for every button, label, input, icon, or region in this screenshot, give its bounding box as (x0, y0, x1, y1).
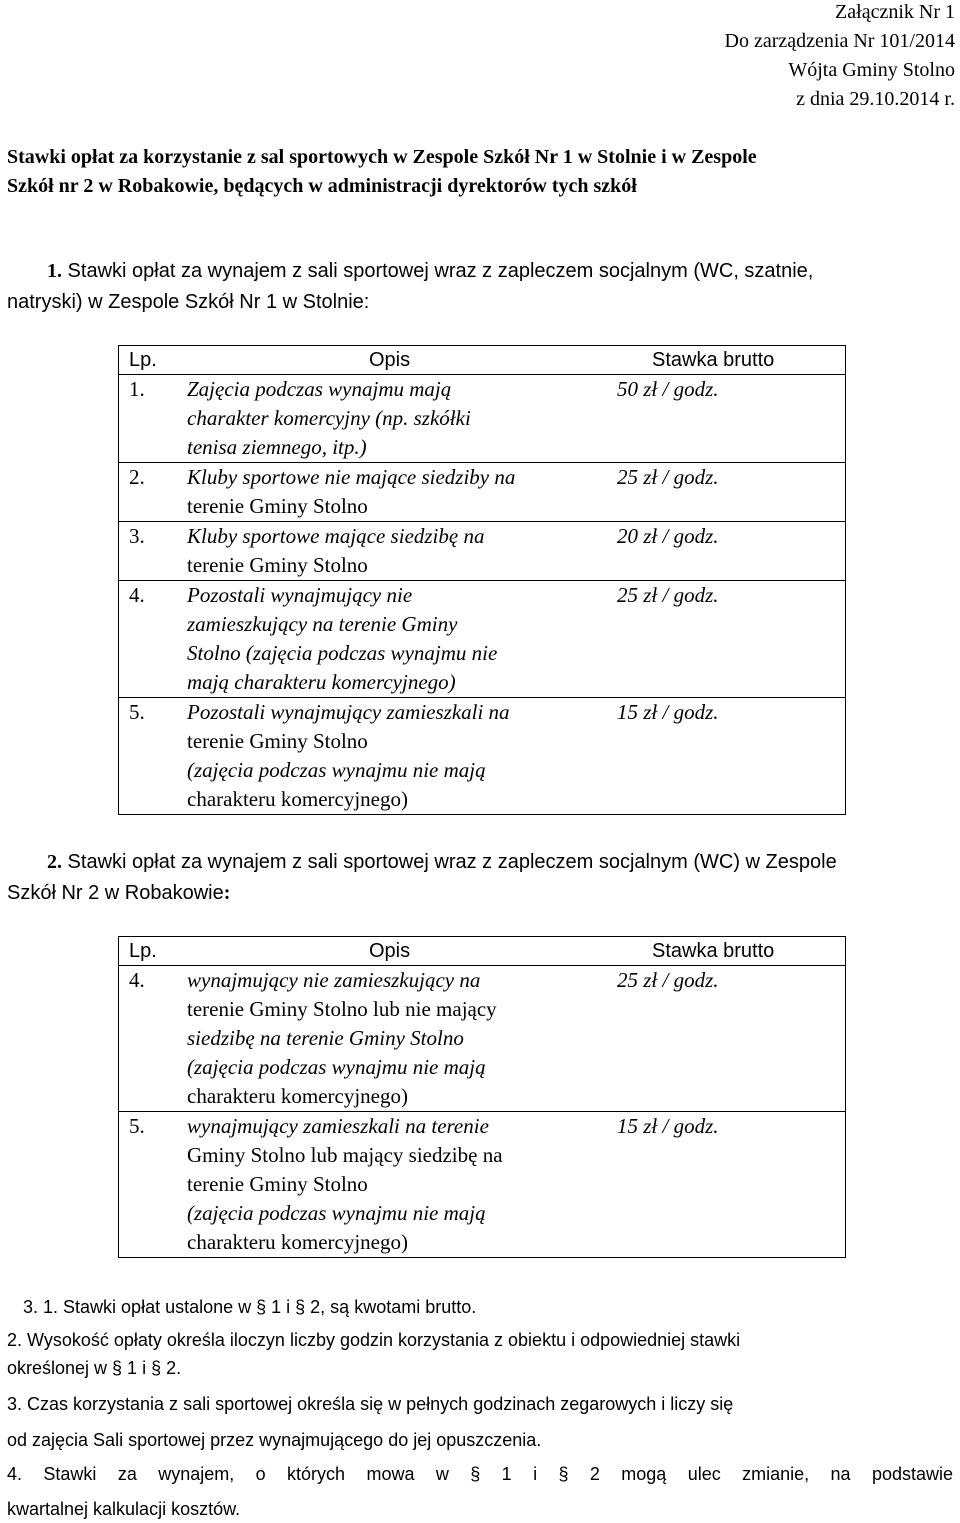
rates-table-school-1 (118, 345, 846, 815)
section-2-heading-line-1: 2. Stawki opłat za wynajem z sali sportowej wraz z zapleczem socjalnym (WC) w Zespole (47, 851, 837, 873)
table-header-row (119, 346, 845, 374)
header-lp: Lp. (129, 349, 157, 371)
note-4-line-1: 4. Stawki za wynajem, o których mowa w § 1 i § 2 mogą ulec zmianie, na podstawie (7, 1464, 953, 1484)
header-opis: Opis (369, 940, 411, 962)
document-title-line-1: Stawki opłat za korzystanie z sal sportowych w Zespole Szkół Nr 1 w Stolnie i w Zespole (7, 146, 757, 168)
section-1-heading-line-1: 1. Stawki opłat za wynajem z sali sportowej wraz z zapleczem socjalnym (WC, szatnie, (47, 260, 814, 282)
note-2-line-1: 2. Wysokość opłaty określa iloczyn liczby godzin korzystania z obiektu i odpowiedniej stawki (7, 1330, 741, 1350)
annex-number: Załącznik Nr 1 (835, 1, 955, 23)
table-row: 4. Pozostali wynajmujący nie zamieszkujący na terenie Gminy Stolno (zajęcia podczas wynajmu nie mają charakteru komercyjnego) 25 zł / godz. (119, 580, 845, 697)
note-3-1: 3. 1. Stawki opłat ustalone w § 1 i § 2, są kwotami brutto. (23, 1297, 477, 1317)
document-title-line-2: Szkół nr 2 w Robakowie, będących w administracji dyrektorów tych szkół (7, 175, 637, 197)
ordinance-reference: Do zarządzenia Nr 101/2014 (724, 30, 955, 52)
section-2-heading-line-2: Szkół Nr 2 w Robakowie: (7, 882, 231, 904)
issuer: Wójta Gminy Stolno (788, 59, 955, 81)
table-row: 2. Kluby sportowe nie mające siedziby na terenie Gminy Stolno 25 zł / godz. (119, 462, 845, 521)
header-lp: Lp. (129, 940, 157, 962)
rates-table-school-2 (118, 936, 846, 1258)
section-2-number: 2. (47, 851, 62, 873)
note-3-line-2: od zajęcia Sali sportowej przez wynajmującego do jej opuszczenia. (7, 1430, 542, 1450)
table-row: 3. Kluby sportowe mające siedzibę na terenie Gminy Stolno 20 zł / godz. (119, 521, 845, 580)
header-stawka: Stawka brutto (652, 349, 775, 371)
table-row: 5. Pozostali wynajmujący zamieszkali na terenie Gminy Stolno (zajęcia podczas wynajmu nie mają charakteru komercyjnego) 15 zł / godz. (119, 697, 845, 814)
table-row: 4. wynajmujący nie zamieszkujący na terenie Gminy Stolno lub nie mający siedzibę na terenie Gminy Stolno (zajęcia podczas wynajmu nie mają charakteru komercyjnego) 25 zł / godz. (119, 965, 845, 1111)
section-1-heading-line-2: natryski) w Zespole Szkół Nr 1 w Stolnie: (7, 291, 370, 313)
header-stawka: Stawka brutto (652, 940, 775, 962)
note-2-line-2: określonej w § 1 i § 2. (7, 1358, 182, 1378)
section-1-number: 1. (47, 260, 62, 282)
ordinance-date: z dnia 29.10.2014 r. (796, 88, 955, 110)
note-4-line-2: kwartalnej kalkulacji kosztów. (7, 1499, 241, 1519)
note-3-line-1: 3. Czas korzystania z sali sportowej określa się w pełnych godzinach zegarowych i liczy się (7, 1394, 734, 1414)
table-header-row (119, 937, 845, 965)
table-row: 1. Zajęcia podczas wynajmu mają charakter komercyjny (np. szkółki tenisa ziemnego, itp.) 50 zł / godz. (119, 374, 845, 462)
header-opis: Opis (369, 349, 411, 371)
table-row: 5. wynajmujący zamieszkali na terenie Gminy Stolno lub mający siedzibę na terenie Gminy Stolno (zajęcia podczas wynajmu nie mają charakteru komercyjnego) 15 zł / godz. (119, 1111, 845, 1257)
